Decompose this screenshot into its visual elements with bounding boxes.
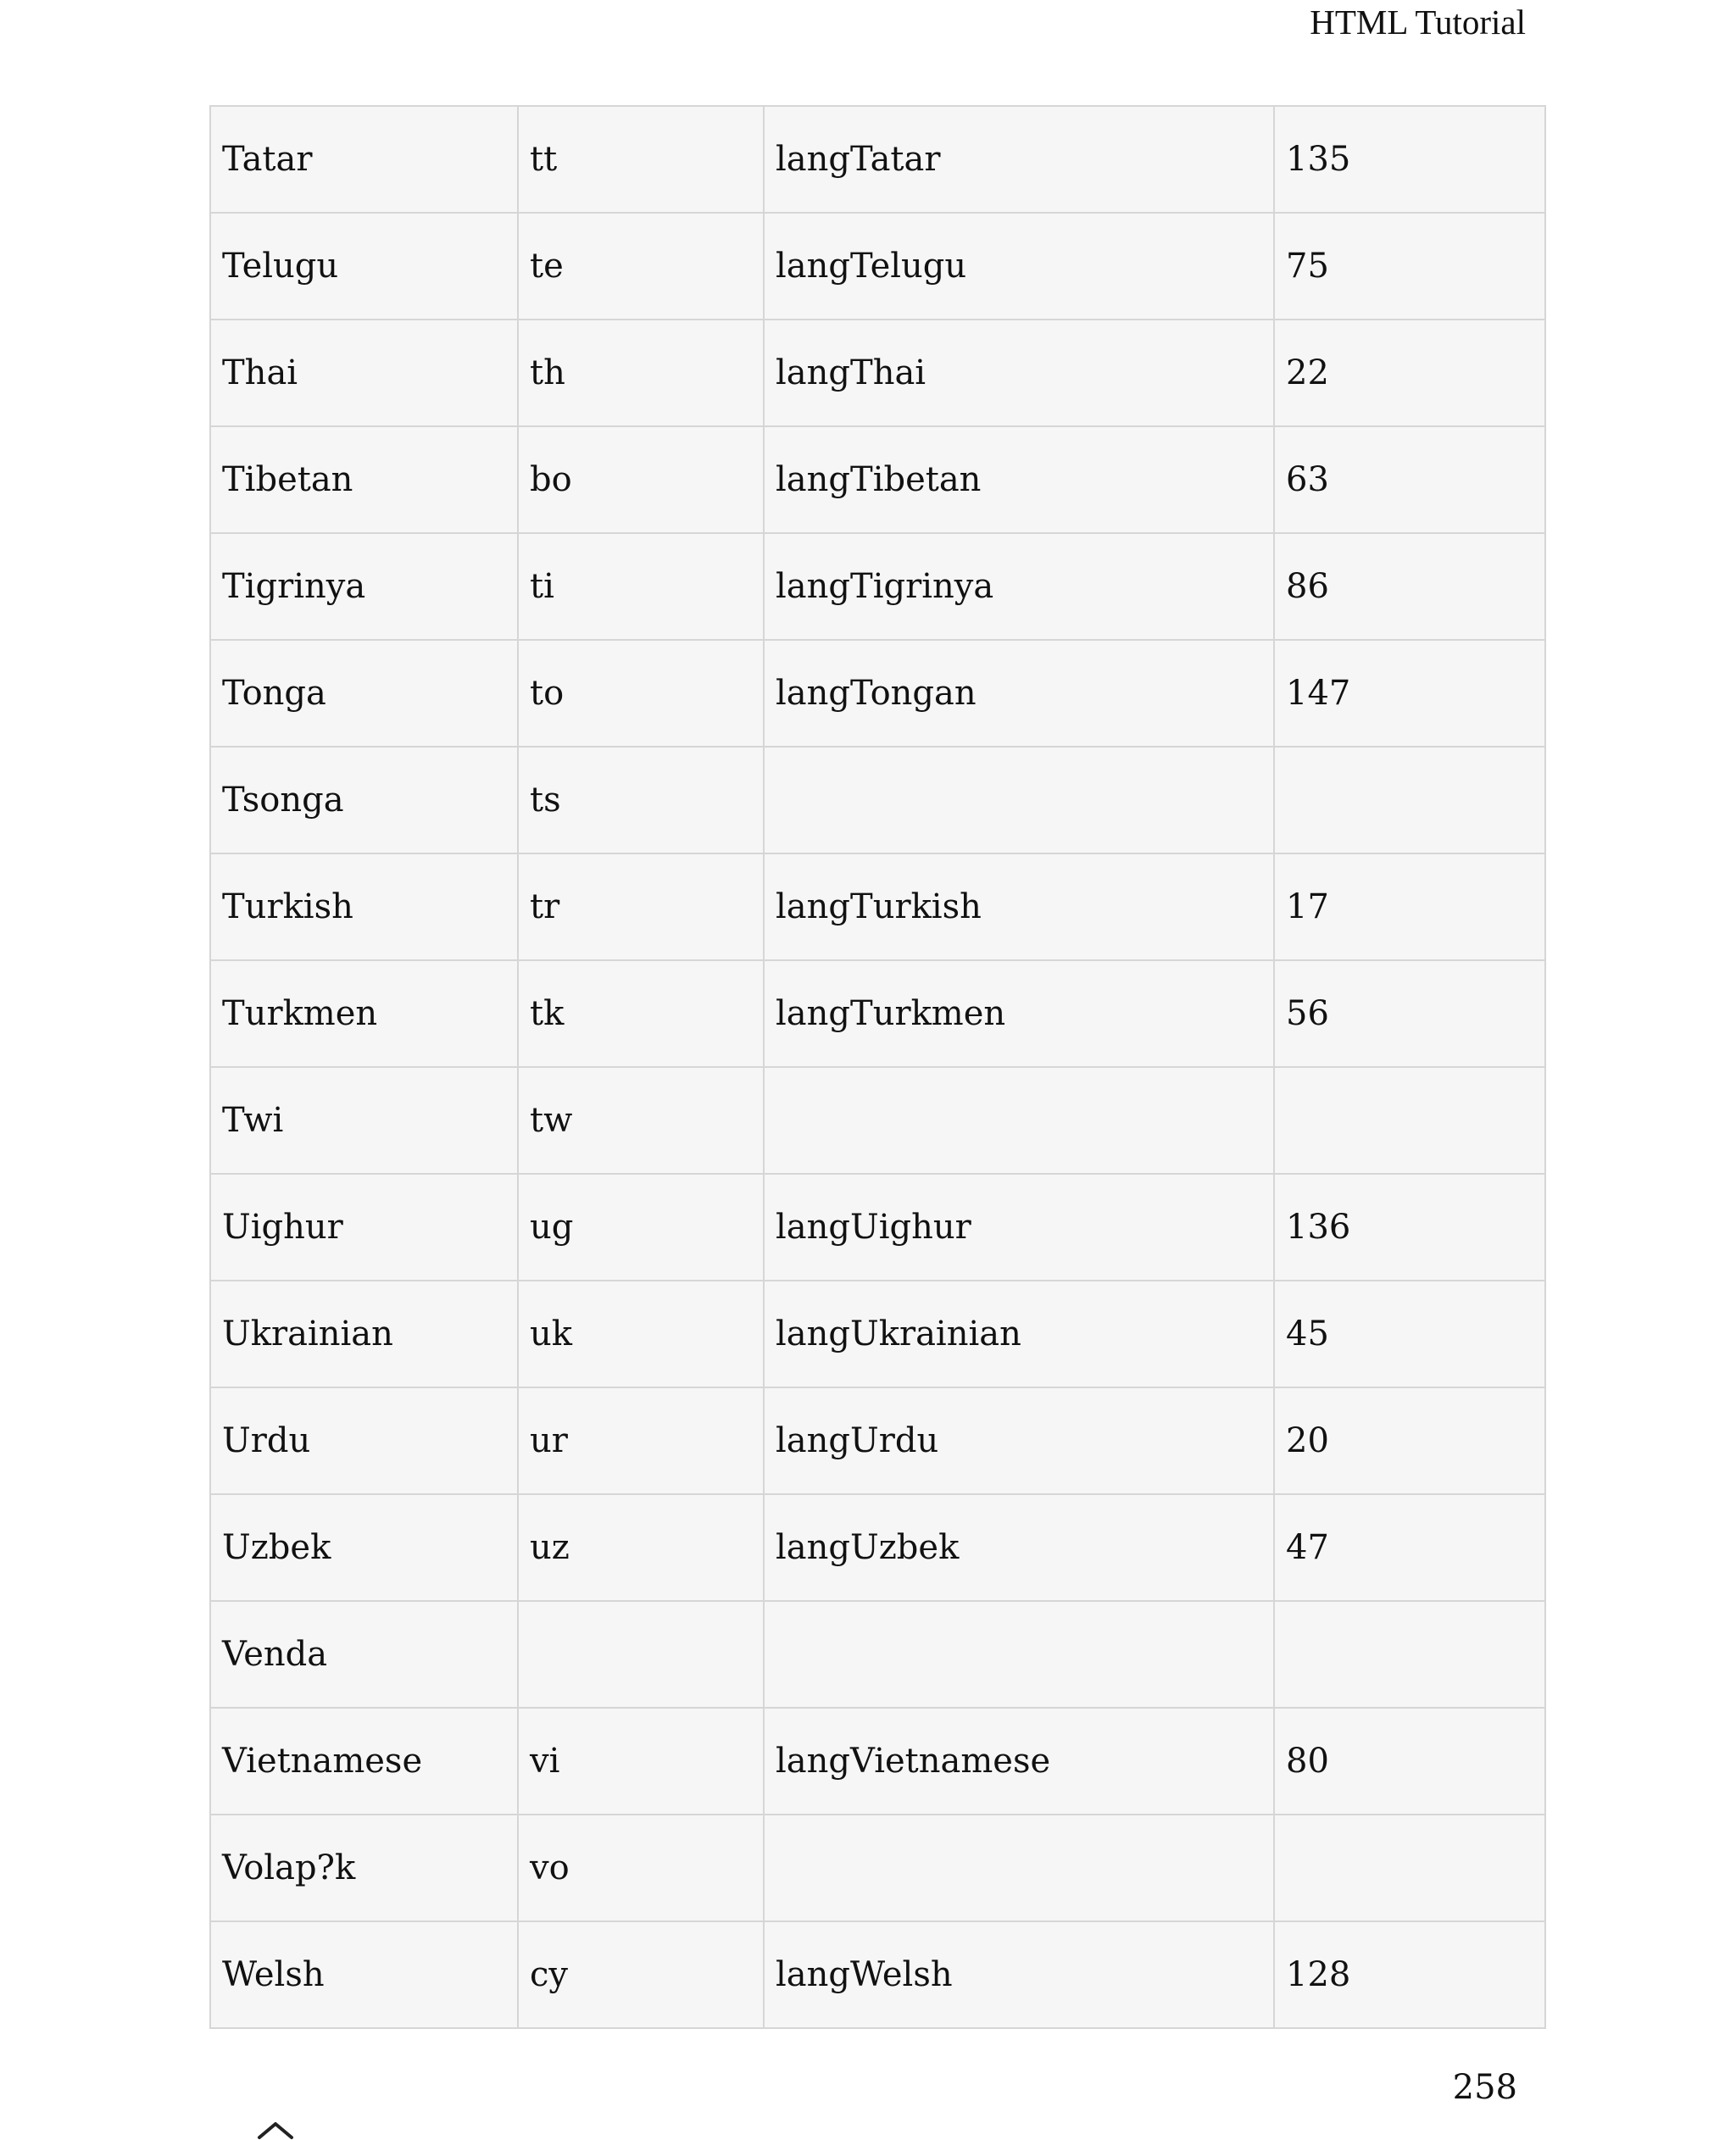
language-constant-cell: langTelugu: [764, 213, 1274, 320]
language-code-table: [209, 105, 1546, 2029]
language-id-cell: [1274, 747, 1545, 853]
language-id-cell: 56: [1274, 960, 1545, 1067]
language-constant-cell: langTibetan: [764, 426, 1274, 533]
table-row: [210, 1067, 1545, 1174]
table-row: [210, 747, 1545, 853]
language-constant-cell: langTatar: [764, 106, 1274, 213]
table-row: [210, 1708, 1545, 1815]
table-row: [210, 106, 1545, 213]
language-id-cell: [1274, 1601, 1545, 1708]
chevron-up-icon[interactable]: [256, 2119, 295, 2140]
language-name-cell: Telugu: [210, 213, 518, 320]
language-name-cell: Uzbek: [210, 1494, 518, 1601]
language-constant-cell: langTurkmen: [764, 960, 1274, 1067]
language-id-cell: 75: [1274, 213, 1545, 320]
language-constant-cell: langUighur: [764, 1174, 1274, 1281]
language-name-cell: Ukrainian: [210, 1281, 518, 1387]
iso-code-cell: to: [518, 640, 764, 747]
language-id-cell: 128: [1274, 1921, 1545, 2028]
iso-code-cell: ti: [518, 533, 764, 640]
language-id-cell: 135: [1274, 106, 1545, 213]
iso-code-cell: vo: [518, 1815, 764, 1921]
iso-code-cell: te: [518, 213, 764, 320]
language-constant-cell: [764, 1815, 1274, 1921]
language-id-cell: 63: [1274, 426, 1545, 533]
table-row: [210, 853, 1545, 960]
language-id-cell: 86: [1274, 533, 1545, 640]
language-id-cell: 80: [1274, 1708, 1545, 1815]
language-name-cell: Urdu: [210, 1387, 518, 1494]
language-constant-cell: langTurkish: [764, 853, 1274, 960]
language-constant-cell: langTongan: [764, 640, 1274, 747]
language-constant-cell: langUzbek: [764, 1494, 1274, 1601]
language-name-cell: Turkmen: [210, 960, 518, 1067]
running-header: HTML Tutorial: [1310, 3, 1526, 42]
table-row: [210, 1815, 1545, 1921]
language-name-cell: Welsh: [210, 1921, 518, 2028]
iso-code-cell: ur: [518, 1387, 764, 1494]
table-row: [210, 213, 1545, 320]
language-name-cell: Twi: [210, 1067, 518, 1174]
iso-code-cell: uk: [518, 1281, 764, 1387]
language-name-cell: Volap?k: [210, 1815, 518, 1921]
language-id-cell: 147: [1274, 640, 1545, 747]
iso-code-cell: [518, 1601, 764, 1708]
table-row: [210, 320, 1545, 426]
language-constant-cell: [764, 747, 1274, 853]
language-name-cell: Tatar: [210, 106, 518, 213]
table-row: [210, 533, 1545, 640]
table-row: [210, 640, 1545, 747]
table-row: [210, 1921, 1545, 2028]
table-row: [210, 960, 1545, 1067]
iso-code-cell: vi: [518, 1708, 764, 1815]
language-constant-cell: langVietnamese: [764, 1708, 1274, 1815]
language-name-cell: Tigrinya: [210, 533, 518, 640]
language-constant-cell: langTigrinya: [764, 533, 1274, 640]
language-name-cell: Turkish: [210, 853, 518, 960]
language-constant-cell: langWelsh: [764, 1921, 1274, 2028]
language-name-cell: Tibetan: [210, 426, 518, 533]
table-row: [210, 1601, 1545, 1708]
iso-code-cell: tt: [518, 106, 764, 213]
language-id-cell: 45: [1274, 1281, 1545, 1387]
language-constant-cell: langUkrainian: [764, 1281, 1274, 1387]
table-row: [210, 1494, 1545, 1601]
table-row: [210, 1174, 1545, 1281]
language-name-cell: Tsonga: [210, 747, 518, 853]
language-constant-cell: langUrdu: [764, 1387, 1274, 1494]
iso-code-cell: bo: [518, 426, 764, 533]
language-id-cell: 136: [1274, 1174, 1545, 1281]
language-id-cell: 20: [1274, 1387, 1545, 1494]
table-body: [210, 106, 1545, 2028]
page-number: 258: [1452, 2068, 1517, 2107]
language-id-cell: 22: [1274, 320, 1545, 426]
language-name-cell: Thai: [210, 320, 518, 426]
language-id-cell: [1274, 1067, 1545, 1174]
language-constant-cell: [764, 1067, 1274, 1174]
iso-code-cell: tk: [518, 960, 764, 1067]
language-id-cell: [1274, 1815, 1545, 1921]
language-name-cell: Vietnamese: [210, 1708, 518, 1815]
table-row: [210, 426, 1545, 533]
iso-code-cell: tr: [518, 853, 764, 960]
language-constant-cell: [764, 1601, 1274, 1708]
iso-code-cell: ug: [518, 1174, 764, 1281]
iso-code-cell: ts: [518, 747, 764, 853]
language-name-cell: Uighur: [210, 1174, 518, 1281]
language-constant-cell: langThai: [764, 320, 1274, 426]
table-row: [210, 1281, 1545, 1387]
language-id-cell: 17: [1274, 853, 1545, 960]
language-name-cell: Venda: [210, 1601, 518, 1708]
iso-code-cell: uz: [518, 1494, 764, 1601]
language-id-cell: 47: [1274, 1494, 1545, 1601]
iso-code-cell: tw: [518, 1067, 764, 1174]
language-name-cell: Tonga: [210, 640, 518, 747]
table-row: [210, 1387, 1545, 1494]
iso-code-cell: cy: [518, 1921, 764, 2028]
iso-code-cell: th: [518, 320, 764, 426]
